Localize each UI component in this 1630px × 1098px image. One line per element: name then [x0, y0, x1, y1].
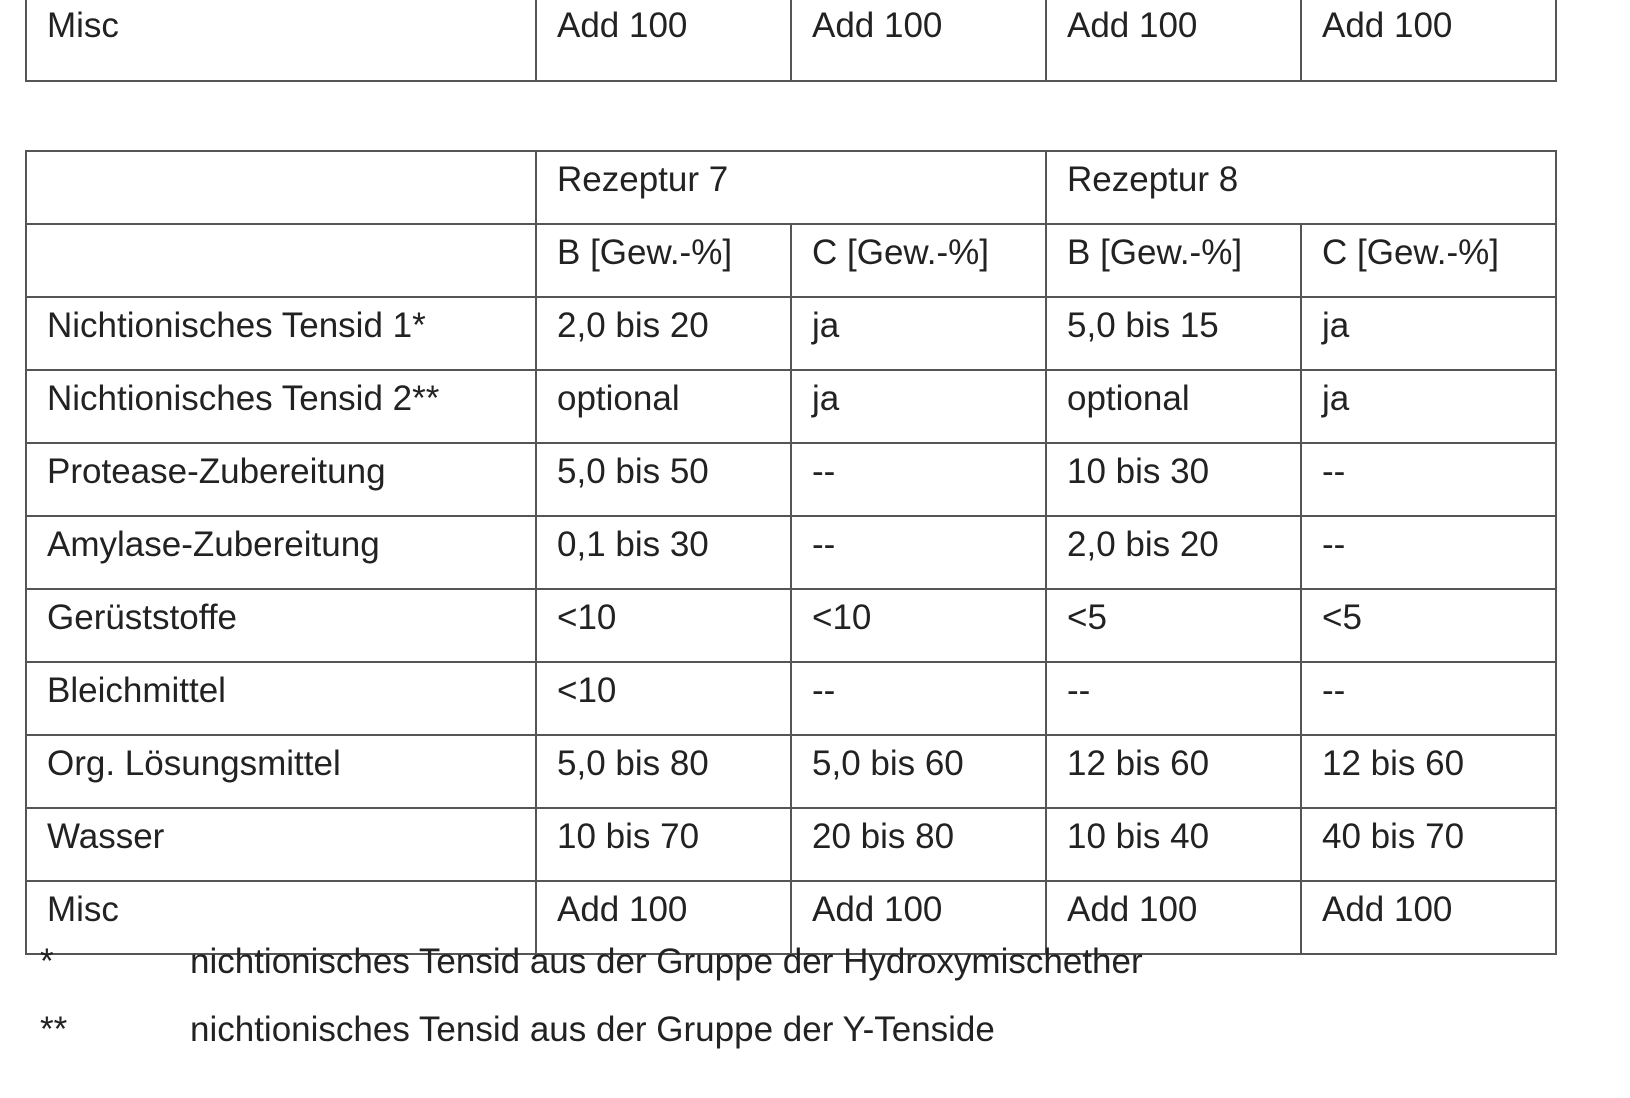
row-label: Protease-Zubereitung: [26, 443, 536, 516]
row-label: Org. Lösungsmittel: [26, 735, 536, 808]
table-cell: Add 100: [536, 881, 791, 954]
table-cell: <10: [536, 662, 791, 735]
table-cell: ja: [791, 370, 1046, 443]
footnote-text: nichtionisches Tensid aus der Gruppe der Y-Tenside: [190, 1010, 995, 1049]
footnote: [40, 1010, 995, 1050]
table-cell: Add 100: [1046, 0, 1301, 81]
table-cell: 5,0 bis 60: [791, 735, 1046, 808]
table-row: [26, 808, 1556, 881]
table-cell: --: [791, 662, 1046, 735]
table-cell: <10: [791, 589, 1046, 662]
table-cell: --: [1301, 443, 1556, 516]
table-cell: 12 bis 60: [1046, 735, 1301, 808]
row-label: Misc: [26, 881, 536, 954]
table-cell: optional: [536, 370, 791, 443]
table-row: [26, 443, 1556, 516]
table-cell: Add 100: [1301, 0, 1556, 81]
table-cell: ja: [1301, 297, 1556, 370]
table-cell: 20 bis 80: [791, 808, 1046, 881]
table-cell: 0,1 bis 30: [536, 516, 791, 589]
table-row: [26, 370, 1556, 443]
row-label: Nichtionisches Tensid 1*: [26, 297, 536, 370]
header-rezeptur-7: Rezeptur 7: [536, 151, 1046, 224]
table-cell: Add 100: [536, 0, 791, 81]
row-label: Bleichmittel: [26, 662, 536, 735]
table-cell: Misc: [26, 0, 536, 81]
table-cell: --: [1301, 662, 1556, 735]
footnote-mark: *: [40, 942, 190, 982]
table-cell: Add 100: [791, 0, 1046, 81]
table-row: [26, 735, 1556, 808]
table-cell: 5,0 bis 15: [1046, 297, 1301, 370]
table-cell: ja: [1301, 370, 1556, 443]
header-cell: [26, 224, 536, 297]
table-cell: Add 100: [1046, 881, 1301, 954]
table-cell: 10 bis 40: [1046, 808, 1301, 881]
header-rezeptur-8: Rezeptur 8: [1046, 151, 1556, 224]
table-cell: --: [1301, 516, 1556, 589]
table-row: [26, 297, 1556, 370]
table-row: [26, 516, 1556, 589]
header-cell: C [Gew.-%]: [791, 224, 1046, 297]
footnote-text: nichtionisches Tensid aus der Gruppe der Hydroxymischether: [190, 942, 1143, 981]
header-cell: B [Gew.-%]: [1046, 224, 1301, 297]
table-cell: 2,0 bis 20: [1046, 516, 1301, 589]
row-label: Wasser: [26, 808, 536, 881]
table-cell: Add 100: [791, 881, 1046, 954]
table-cell: 5,0 bis 50: [536, 443, 791, 516]
table-cell: --: [791, 516, 1046, 589]
table-top-fragment: [25, 0, 1557, 82]
table-cell: 10 bis 70: [536, 808, 791, 881]
footnote: [40, 942, 1143, 982]
table-row: [26, 662, 1556, 735]
table-cell: Add 100: [1301, 881, 1556, 954]
table-cell: <10: [536, 589, 791, 662]
table-cell: --: [1046, 662, 1301, 735]
table-cell: ja: [791, 297, 1046, 370]
table-cell: 5,0 bis 80: [536, 735, 791, 808]
table-cell: 2,0 bis 20: [536, 297, 791, 370]
table-cell: 12 bis 60: [1301, 735, 1556, 808]
table-cell: 40 bis 70: [1301, 808, 1556, 881]
header-cell: [26, 151, 536, 224]
formulation-table: [25, 150, 1557, 955]
table-cell: optional: [1046, 370, 1301, 443]
table-row: [26, 589, 1556, 662]
table-cell: 10 bis 30: [1046, 443, 1301, 516]
header-cell: B [Gew.-%]: [536, 224, 791, 297]
row-label: Nichtionisches Tensid 2**: [26, 370, 536, 443]
row-label: Amylase-Zubereitung: [26, 516, 536, 589]
table-cell: <5: [1046, 589, 1301, 662]
header-cell: C [Gew.-%]: [1301, 224, 1556, 297]
table-row: [26, 0, 1556, 81]
row-label: Gerüststoffe: [26, 589, 536, 662]
table-cell: <5: [1301, 589, 1556, 662]
table-cell: --: [791, 443, 1046, 516]
footnote-mark: **: [40, 1010, 190, 1050]
group-header-row: [26, 151, 1556, 224]
sub-header-row: [26, 224, 1556, 297]
